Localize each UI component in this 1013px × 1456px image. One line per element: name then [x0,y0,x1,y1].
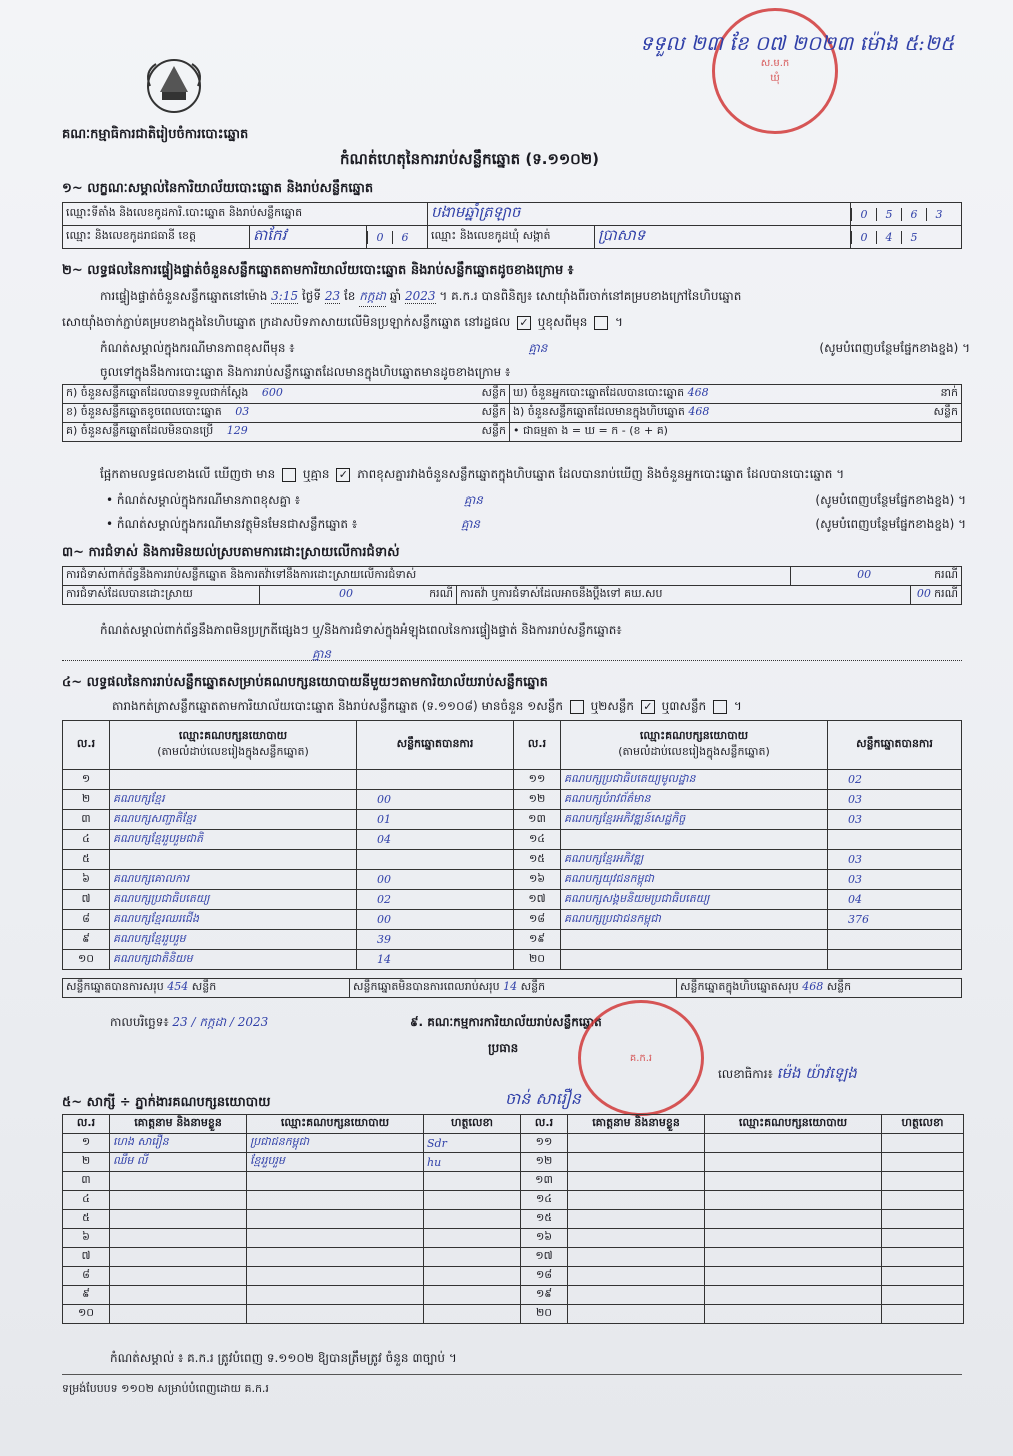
witness-signature [882,1267,964,1286]
row-no: ១៧ [521,1248,568,1267]
witness-signature [882,1191,964,1210]
witness-name [110,1286,247,1305]
results-table: ល.រ ឈ្មោះគណបក្សនយោបាយ (តាមលំដាប់លេខរៀងក្នុងសន្លឹកឆ្នោត) សន្លឹកឆ្នោតបានការ ល.រ ឈ្មោះគណបក្សនយោបាយ (តាមលំដាប់លេខរៀងក្នុងសន្លឹកឆ្នោត) សន្លឹកឆ្នោតបានការ ១ ១១ គណបក្សប្រជាធិបតេយ្យមូលដ្ឋាន 02 ២ គណបក្សខ្មែរ 00 ១២ គណបក្សបំរាវព័ត៌មាន 03 ៣ គណបក្សសញ្ជាតិខ្មែរ 01 ១៣ គណបក្សខ្មែរអភិវឌ្ឍន៍សេដ្ឋកិច្ច 03 ៤ គណបក្សខ្មែររួបរួមជាតិ 04 ១៤ ៥ ១៥ គណបក្សខ្មែរអភិវឌ្ឍ 03 ៦ គណបក្សគោលការ 00 ១៦ គណបក្សយុវជនកម្ពុជា 03 ៧ គណបក្សប្រជាធិបតេយ្យ 02 ១៧ គណបក្សសង្គមនិយមប្រជាធិបតេយ្យ 04 ៨ គណបក្សខ្មែរឈរជើង 00 ១៨ គណបក្សប្រជាជនកម្ពុជា 376 ៩ គណបក្សខ្មែររួបរួម 39 ១៩ ១០ គណបក្សជាតិនិយម 14 ២០ [62,720,962,970]
party-name: គណបក្សបំរាវព័ត៌មាន [561,790,828,810]
party-name: គណបក្សប្រជាជនកម្ពុជា [561,910,828,930]
receipt-note: ទទួល ២៣ ខែ ០៧ ២០២៣ ម៉ោង ៥:២៥ [640,31,955,55]
closing-date: កាលបរិច្ឆេទ៖ 23 / កក្កដា / 2023 [110,1015,269,1029]
row-no: ១៤ [514,830,561,850]
province-value: តាកែវ [250,226,367,249]
witness-party [705,1267,882,1286]
row-no: ៤ [63,1191,110,1210]
section3-note: កំណត់សម្គាល់ពាក់ព័ន្ធនឹងភាពមិនប្រក្រតីផ្សេងៗ ឬ/និងការជំទាស់ក្នុងអំឡុងពេលនៃការផ្ទៀងផ្ទាត់ និងការរាប់សន្លឹកឆ្នោត៖ [100,623,622,637]
table-row [63,1248,964,1267]
party-name [561,930,828,950]
section2-para2: សោយ៉ាំងចាក់ភ្ជាប់គម្របខាងក្នុងនៃហិបឆ្នោត ក្រដាសបិទភាសាយលើមិនប្រឡាក់សន្លឹកឆ្នោត នៅរដ្ឋផល ✓ ឬខុសពីមុន ។ [62,315,623,329]
footer-note: កំណត់សម្គាល់ ៖ គ.ក.រ ត្រូវបំពេញ ទ.១១០២ ឱ្យបានត្រឹមត្រូវ ចំនួន ៣ច្បាប់ ។ [110,1351,457,1365]
witness-party [705,1172,882,1191]
party-name: គណបក្សខ្មែររួបរួម [110,930,357,950]
witness-party [705,1229,882,1248]
section3-table: ការជំទាស់ពាក់ព័ន្ធនឹងការរាប់សន្លឹកឆ្នោត និងការតវ៉ាទៅនឹងការដោះស្រាយលើការជំទាស់ 00 ករណី ការជំទាស់ដែលបានដោះស្រាយ 00 ករណី ការតវ៉ា ឬការជំទាស់ដែលអាចនឹងប្តឹងទៅ គឃ.សប 00 ករណី [62,566,962,605]
witness-signature [882,1210,964,1229]
table-row [63,810,962,830]
bullet2: • កំណត់សម្គាល់ក្នុងករណីមានវត្ថុមិនមែនជាសន្លឹកឆ្នោត ៖ គ្មាន (សូមបំពេញបន្ថែមផ្នែកខាងខ្នង) ។ [106,517,966,531]
witness-party [247,1229,424,1248]
witness-name [568,1229,705,1248]
witness-signature [424,1286,521,1305]
vote-count: 00 [357,870,514,890]
section5-title: ៥~ សាក្សី ÷ ភ្នាក់ងារគណបក្សនយោបាយ [62,1095,271,1110]
row-no: ៨ [63,1267,110,1286]
witness-signature [882,1229,964,1248]
changed-checkbox[interactable] [594,316,608,330]
row-no: ៩ [63,1286,110,1305]
section4-title: ៤~ លទ្ធផលនៃការរាប់សន្លឹកឆ្នោតសម្រាប់គណបក្សនយោបាយនីមួយៗតាមការិយាល័យរាប់សន្លឹកឆ្នោត [62,675,548,690]
row-no: ១ [63,1134,110,1153]
vote-count: 03 [828,790,962,810]
vote-count: 01 [357,810,514,830]
row-no: ១០ [63,950,110,970]
row-no: ១៦ [514,870,561,890]
total-box: 468 [802,980,824,993]
witness-party [705,1191,882,1210]
diff-yes-checkbox[interactable] [282,468,296,482]
row-no: ២០ [514,950,561,970]
table-row [63,1229,964,1248]
row-no: ៦ [63,1229,110,1248]
section2-title: ២~ លទ្ធផលនៃការផ្ទៀងផ្ទាត់ចំនួនសន្លឹកឆ្នោតតាមការិយាល័យបោះឆ្នោត និងរាប់សន្លឹកឆ្នោតដូចខាងក្រោម ៖ [62,263,574,278]
chair-signature: ចាន់ សារឿន [505,1089,581,1108]
table-row [63,1172,964,1191]
witness-name [110,1229,247,1248]
witness-name [568,1248,705,1267]
row-no: ១០ [63,1305,110,1324]
row-no: ១៩ [521,1286,568,1305]
receipt-stamp: ស.ម.ក ឃុំ [712,8,838,134]
party-name: គណបក្សប្រជាធិបតេយ្យមូលដ្ឋាន [561,770,828,790]
witness-signature [882,1286,964,1305]
witness-name [568,1210,705,1229]
row-no: ៦ [63,870,110,890]
table-row [63,890,962,910]
witness-party [247,1286,424,1305]
vote-count: 00 [357,910,514,930]
commune-value: ប្រាសាទ [595,226,851,249]
year-value: 2023 [404,289,436,303]
committee-stamp: គ.ក.រ [578,1000,704,1116]
table-row [63,870,962,890]
row-no: ១៥ [514,850,561,870]
table-row [63,790,962,810]
table-row [63,1134,964,1153]
witness-name [568,1134,705,1153]
commune-label: ឈ្មោះ និងលេខកូដឃុំ សង្កាត់ [428,226,595,249]
footer-divider [62,1374,962,1375]
site-value: បងាមឆ្នាំត្រឡាច [428,203,851,226]
section4-subtitle: តារាងកត់ត្រាសន្លឹកឆ្នោតតាមការិយាល័យបោះឆ្នោត និងរាប់សន្លឹកឆ្នោត (ទ.១១០៨) មានចំនួន ១សន្លឹក ឬ២សន្លឹក ✓ ឬ៣សន្លឹក ។ [112,699,742,713]
witness-party [247,1210,424,1229]
day-value: 23 [324,289,341,303]
party-name [561,830,828,850]
row-no: ២ [63,790,110,810]
row-no: ៣ [63,810,110,830]
row-no: ១១ [514,770,561,790]
witness-party [705,1305,882,1324]
witness-party [247,1172,424,1191]
row-no: ៥ [63,1210,110,1229]
vote-count: 39 [357,930,514,950]
vote-count: 04 [357,830,514,850]
table-row [63,1305,964,1324]
row-no: ២ [63,1153,110,1172]
witness-signature [882,1153,964,1172]
org-name: គណៈកម្មាធិការជាតិរៀបចំការបោះឆ្នោត [62,127,249,142]
witness-name: ហេង សារឿន [110,1134,247,1153]
footer-form-ref: ទម្រង់បែបបទ ១១០២ សម្រាប់បំពេញដោយ គ.ក.រ [62,1382,269,1395]
witness-party [705,1286,882,1305]
section1-title: ១~ លក្ខណៈសម្គាល់នៃការិយាល័យបោះឆ្នោត និងរាប់សន្លឹកឆ្នោត [62,181,374,196]
party-name: គណបក្សខ្មែរ [110,790,357,810]
sheets-2-checkbox[interactable]: ✓ [641,700,655,714]
diff-no-checkbox[interactable]: ✓ [336,468,350,482]
witness-signature [424,1248,521,1267]
witness-party [705,1248,882,1267]
witness-signature [424,1172,521,1191]
witness-name [568,1305,705,1324]
party-name: គណបក្សសញ្ជាតិខ្មែរ [110,810,357,830]
witness-party: ខ្មែររួបរួម [247,1153,424,1172]
row-no: ១៨ [521,1267,568,1286]
total-invalid: 14 [503,980,518,993]
witness-name [110,1210,247,1229]
closing-committee: ៩. គណៈកម្មការការិយាល័យរាប់សន្លឹកឆ្នោត [410,1015,602,1029]
table-row [63,1210,964,1229]
party-name [110,770,357,790]
row-no: ១៣ [514,810,561,830]
time-value: 3:15 [271,289,299,303]
witness-name: ឈឹម លី [110,1153,247,1172]
row-no: ៩ [63,930,110,950]
witness-name [568,1267,705,1286]
witness-party: ប្រជាជនកម្ពុជា [247,1134,424,1153]
vote-count: 02 [828,770,962,790]
totals-table: សន្លឹកឆ្នោតបានការសរុប 454 សន្លឹក សន្លឹកឆ្នោតមិនបានការពេលរាប់សរុប 14 សន្លឹក សន្លឹកឆ្នោតក្នុងហិបឆ្នោតសរុប 468 សន្លឹក [62,978,962,998]
section1-table [62,202,962,249]
witness-signature [424,1267,521,1286]
party-name: គណបក្សខ្មែរឈរជើង [110,910,357,930]
table-row [63,1286,964,1305]
row-no: ១៦ [521,1229,568,1248]
vote-count [357,850,514,870]
row-no: ១១ [521,1134,568,1153]
witness-name [110,1305,247,1324]
row-no: ១៨ [514,910,561,930]
vote-count: 04 [828,890,962,910]
form-title: កំណត់ហេតុនៃការរាប់សន្លឹកឆ្នោត (ទ.១១០២) [340,150,600,168]
party-name: គណបក្សខ្មែរអភិវឌ្ឍន៍សេដ្ឋកិច្ច [561,810,828,830]
witness-party [705,1210,882,1229]
vote-count: 376 [828,910,962,930]
table-row [63,930,962,950]
witness-party [705,1134,882,1153]
secretary: លេខាធិការ៖ ម៉េង យ៉ាវឡេង [718,1064,857,1082]
vote-count [828,830,962,850]
row-no: ៧ [63,890,110,910]
witness-name [568,1172,705,1191]
row-no: ៥ [63,850,110,870]
party-name: គណបក្សគោលការ [110,870,357,890]
witness-signature [424,1210,521,1229]
row-no: ២០ [521,1305,568,1324]
section2-note: កំណត់សម្គាល់ក្នុងករណីមានភាពខុសពីមុន ៖ គ្មាន (សូមបំពេញបន្ថែមផ្នែកខាងខ្នង) ។ [100,341,970,355]
row-no: ១២ [521,1153,568,1172]
compare-line: ផ្អែកតាមលទ្ធផលខាងលើ ឃើញថា មាន ឬគ្មាន ✓ ភាពខុសគ្នារវាងចំនួនសន្លឹកឆ្នោតក្នុងហិបឆ្នោត ដែលបានរាប់ឃើញ និងចំនួនអ្នកបោះឆ្នោត ដែលបានបោះឆ្នោត ។ [100,467,845,481]
witness-name [110,1267,247,1286]
party-name [110,850,357,870]
party-name: គណបក្សប្រជាធិបតេយ្យ [110,890,357,910]
table-row [63,1153,964,1172]
witness-signature: hu [424,1153,521,1172]
witness-party [247,1305,424,1324]
vote-count [828,950,962,970]
witness-signature [882,1134,964,1153]
counts-intro: ចូលទៅក្នុងនឹងការបោះឆ្នោត និងការរាប់សន្លឹកឆ្នោតដែលមានក្នុងហិបឆ្នោតមានដូចខាងក្រោម ៖ [100,365,511,379]
witness-signature [882,1248,964,1267]
witness-party [247,1191,424,1210]
witness-signature: Sdr [424,1134,521,1153]
vote-count: 02 [357,890,514,910]
witness-signature [424,1191,521,1210]
row-no: ១៤ [521,1191,568,1210]
nec-emblem [140,52,208,116]
row-no: ៣ [63,1172,110,1191]
witness-name [568,1153,705,1172]
row-no: ១ [63,770,110,790]
bullet1: • កំណត់សម្គាល់ក្នុងករណីមានភាពខុសគ្នា ៖ គ្មាន (សូមបំពេញបន្ថែមផ្នែកខាងខ្នង) ។ [106,493,966,507]
commune-code: 0 4 5 [851,226,962,249]
chair-label: ប្រធាន [488,1041,519,1055]
party-name: គណបក្សខ្មែររួបរួមជាតិ [110,830,357,850]
vote-count [828,930,962,950]
party-name: គណបក្សយុវជនកម្ពុជា [561,870,828,890]
table-row [63,950,962,970]
sheets-3-checkbox[interactable] [713,700,727,714]
site-code: 0 5 6 3 [851,203,962,226]
witness-signature [424,1305,521,1324]
row-no: ៧ [63,1248,110,1267]
row-no: ១៥ [521,1210,568,1229]
row-no: ១២ [514,790,561,810]
province-code: 0 6 [367,226,428,249]
month-value: កក្កដា [359,288,386,307]
table-row [63,1191,964,1210]
section3-title: ៣~ ការជំទាស់ និងការមិនយល់ស្របតាមការដោះស្រាយលើការជំទាស់ [62,545,400,560]
site-label: ឈ្មោះទីតាំង និងលេខកូដការិ.បោះឆ្នោត និងរាប់សន្លឹកឆ្នោត [63,203,428,226]
party-name: គណបក្សជាតិនិយម [110,950,357,970]
table-row [63,770,962,790]
section3-note-line: គ្មាន [62,646,962,661]
table-row [63,830,962,850]
row-no: ១៧ [514,890,561,910]
party-name: គណបក្សខ្មែរអភិវឌ្ឍ [561,850,828,870]
sheets-1-checkbox[interactable] [570,700,584,714]
table-row [63,850,962,870]
witness-party [247,1248,424,1267]
witness-table: ល.រ គោត្តនាម និងនាមខ្លួន ឈ្មោះគណបក្សនយោបាយ ហត្ថលេខា ល.រ គោត្តនាម និងនាមខ្លួន ឈ្មោះគណបក្សនយោបាយ ហត្ថលេខា ១ ហេង សារឿន ប្រជាជនកម្ពុជា Sdr ១១ ២ ឈឹម លី ខ្មែររួបរួម hu ១២ ៣ ១៣ ៤ ១៤ ៥ ១៥ ៦ ១៦ ៧ ១៧ ៨ ១៨ ៩ ១៩ ១០ ២០ [62,1114,964,1324]
total-valid: 454 [167,980,189,993]
witness-name [110,1191,247,1210]
witness-name [568,1286,705,1305]
unchanged-checkbox[interactable]: ✓ [517,316,531,330]
row-no: ១៣ [521,1172,568,1191]
province-label: ឈ្មោះ និងលេខកូដរាជធានី ខេត្ត [63,226,250,249]
vote-count [357,770,514,790]
witness-name [110,1248,247,1267]
row-no: ១៩ [514,930,561,950]
row-no: ៨ [63,910,110,930]
party-name [561,950,828,970]
witness-signature [882,1305,964,1324]
counts-table: ក) ចំនួនសន្លឹកឆ្នោតដែលបានទទួលជាក់ស្តែង 600 សន្លឹក ឃ) ចំនួនអ្នកបោះឆ្នោតដែលបានបោះឆ្នោត 468 នាក់ ខ) ចំនួនសន្លឹកឆ្នោតខូចពេលបោះឆ្នោត 03 សន្លឹក ង) ចំនួនសន្លឹកឆ្នោតដែលមានក្នុងហិបឆ្នោត 468 សន្លឹក គ) ចំនួនសន្លឹកឆ្នោតដែលមិនបានប្រើ 129 សន្លឹក • ជាធម្មតា ង = ឃ = ក - (ខ + គ) [62,384,962,442]
vote-count: 00 [357,790,514,810]
vote-count: 14 [357,950,514,970]
vote-count: 03 [828,810,962,830]
vote-count: 03 [828,850,962,870]
table-row [63,910,962,930]
vote-count: 03 [828,870,962,890]
witness-signature [424,1229,521,1248]
witness-signature [882,1172,964,1191]
section2-para1: ការផ្ទៀងផ្ទាត់ចំនួនសន្លឹកឆ្នោតនៅម៉ោង 3:15 ថ្ងៃទី 23 ខែ កក្កដា ឆ្នាំ 2023 ។ គ.ក.រ បានពិនិត្យ៖ សោយ៉ាំងពីរចាក់នៅគម្របខាងក្រៅនៃហិបឆ្នោត [100,288,970,307]
witness-name [568,1191,705,1210]
table-row [63,1267,964,1286]
witness-party [705,1153,882,1172]
witness-party [247,1267,424,1286]
party-name: គណបក្សសង្គមនិយមប្រជាធិបតេយ្យ [561,890,828,910]
witness-name [110,1172,247,1191]
row-no: ៤ [63,830,110,850]
